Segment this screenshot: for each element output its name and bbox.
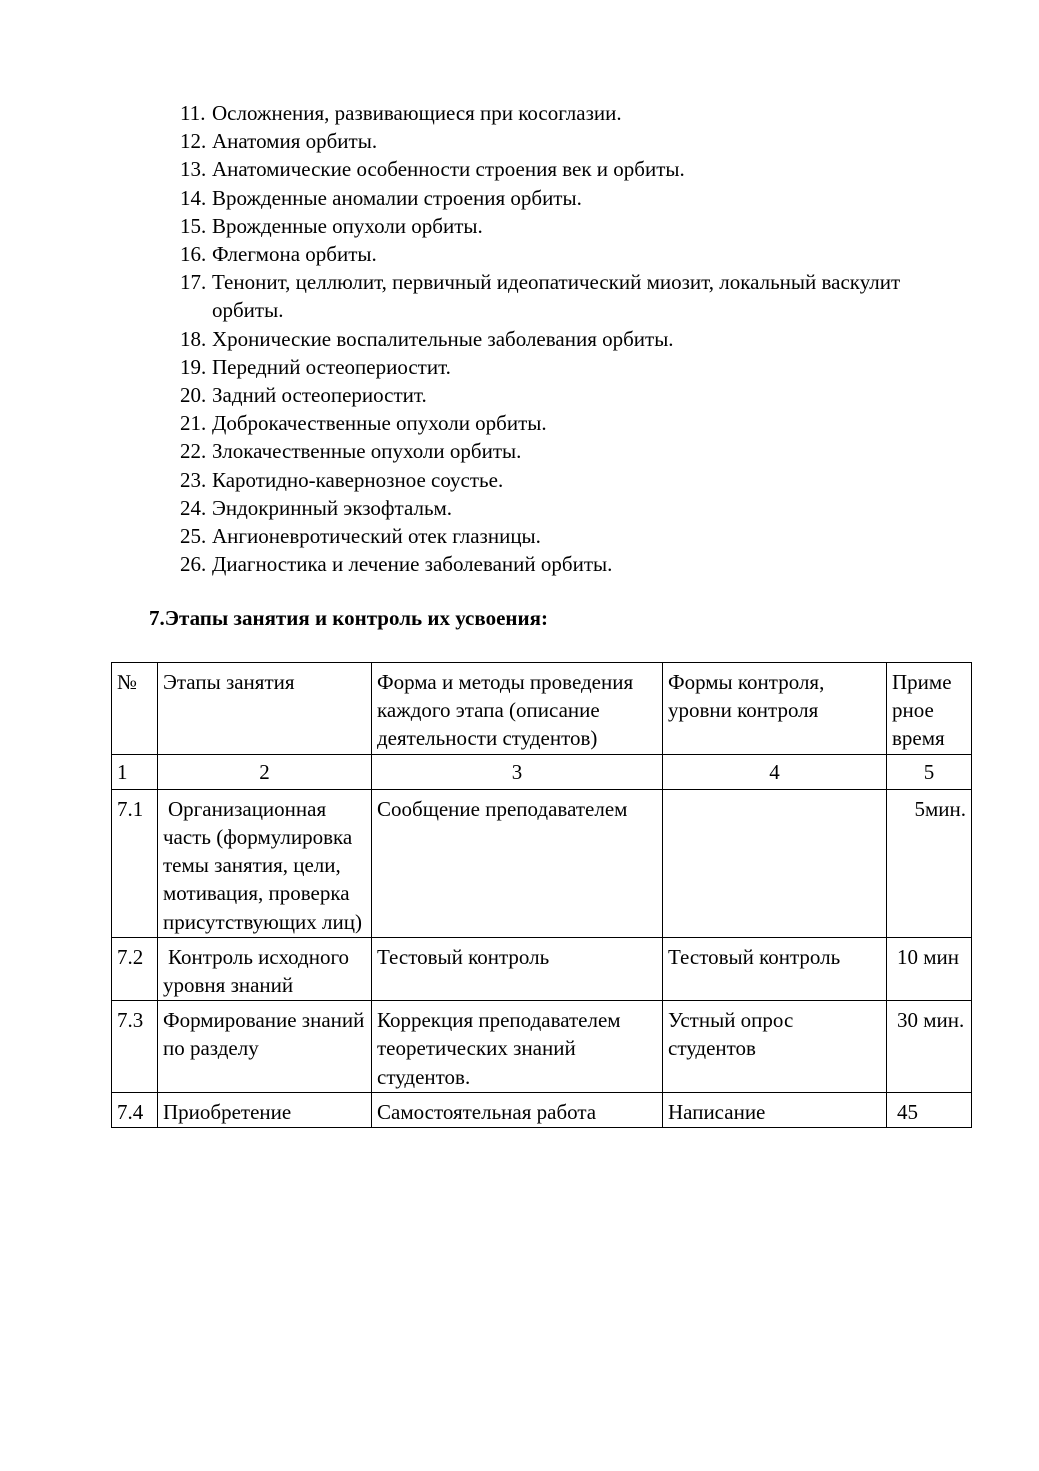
row-number: 7.2 <box>112 937 158 1000</box>
list-item <box>180 550 960 578</box>
list-item <box>180 466 960 494</box>
index-cell: 2 <box>158 754 372 789</box>
header-stage: Этапы занятия <box>158 663 372 755</box>
list-item-number: 23. <box>180 467 207 492</box>
list-item-text: Анатомические особенности строения век и орбиты. <box>212 157 685 182</box>
list-item-number: 25. <box>180 524 207 549</box>
index-cell: 5 <box>887 754 972 789</box>
list-item <box>180 155 960 183</box>
list-item-text: Злокачественные опухоли орбиты. <box>212 439 522 464</box>
row-number: 7.3 <box>112 1001 158 1093</box>
row-stage: Формирование знаний по разделу <box>158 1001 372 1093</box>
list-item-number: 20. <box>180 383 207 408</box>
list-item-number: 15. <box>180 213 207 238</box>
list-item-text: Диагностика и лечение заболеваний орбиты. <box>212 552 613 577</box>
row-method: Коррекция преподавателем теоретических знаний студентов. <box>372 1001 663 1093</box>
list-item <box>180 127 960 155</box>
list-item-text: Хронические воспалительные заболевания орбиты. <box>212 326 674 351</box>
list-item <box>180 212 960 240</box>
list-item-text: Врожденные аномалии строения орбиты. <box>212 185 582 210</box>
list-item-text: Передний остеопериостит. <box>212 354 451 379</box>
row-control: Тестовый контроль <box>663 937 887 1000</box>
row-time: 5мин. <box>887 789 972 937</box>
list-item-text: Доброкачественные опухоли орбиты. <box>212 411 547 436</box>
list-item <box>180 409 960 437</box>
list-item-text: Каротидно-кавернозное соустье. <box>212 467 504 492</box>
table-header-row <box>112 663 972 755</box>
list-item <box>180 325 960 353</box>
row-method: Тестовый контроль <box>372 937 663 1000</box>
stages-table <box>111 662 972 1128</box>
header-method: Форма и методы проведения каждого этапа (описание деятельности студентов) <box>372 663 663 755</box>
list-item-text: Тенонит, целлюлит, первичный идеопатический миозит, локальный васкулит орбиты. <box>212 270 901 323</box>
section-heading: 7.Этапы занятия и контроль их усвоения: <box>149 606 548 630</box>
table-row <box>112 789 972 937</box>
list-item-number: 16. <box>180 242 207 267</box>
list-item <box>180 268 960 324</box>
list-item <box>180 99 960 127</box>
list-item-number: 19. <box>180 354 207 379</box>
list-item <box>180 184 960 212</box>
header-number: № <box>112 663 158 755</box>
topic-list <box>180 99 960 578</box>
row-stage <box>158 937 372 1000</box>
row-stage-text: Контроль исходного уровня знаний <box>163 944 350 998</box>
list-item-text: Задний остеопериостит. <box>212 383 427 408</box>
table-row <box>112 1092 972 1127</box>
list-item-text: Врожденные опухоли орбиты. <box>212 213 483 238</box>
list-item-number: 13. <box>180 157 207 182</box>
list-item <box>180 437 960 465</box>
list-item-number: 14. <box>180 185 207 210</box>
table-row <box>112 937 972 1000</box>
row-number: 7.1 <box>112 789 158 937</box>
list-item <box>180 494 960 522</box>
list-item-number: 21. <box>180 411 207 436</box>
row-time-text: 10 мин <box>897 944 960 969</box>
header-control: Формы контроля, уровни контроля <box>663 663 887 755</box>
table-index-row <box>112 754 972 789</box>
list-item-number: 12. <box>180 129 207 154</box>
list-item-number: 26. <box>180 552 207 577</box>
row-control: Устный опрос студентов <box>663 1001 887 1093</box>
row-time-text: 30 мин. <box>897 1008 965 1033</box>
row-time <box>887 1001 972 1093</box>
list-item-text: Флегмона орбиты. <box>212 242 377 267</box>
row-control: Написание <box>663 1092 887 1127</box>
list-item-text: Эндокринный экзофтальм. <box>212 495 453 520</box>
row-method: Самостоятельная работа <box>372 1092 663 1127</box>
list-item-text: Ангионевротический отек глазницы. <box>212 524 541 549</box>
row-time-text: 45 <box>897 1099 918 1124</box>
row-number: 7.4 <box>112 1092 158 1127</box>
row-stage-text: Организационная часть (формулировка темы занятия, цели, мотивация, проверка присутствующих лиц) <box>163 796 362 934</box>
index-cell: 4 <box>663 754 887 789</box>
list-item <box>180 240 960 268</box>
list-item-number: 11. <box>180 101 206 125</box>
list-item-text: Анатомия орбиты. <box>212 129 378 154</box>
table-row <box>112 1001 972 1093</box>
row-stage <box>158 789 372 937</box>
row-time <box>887 1092 972 1127</box>
list-item-text: Осложнения, развивающиеся при косоглазии. <box>212 101 622 125</box>
row-stage: Приобретение <box>158 1092 372 1127</box>
list-item <box>180 522 960 550</box>
list-item-number: 17. <box>180 270 207 295</box>
list-item <box>180 353 960 381</box>
list-item-number: 22. <box>180 439 207 464</box>
header-time: Приме рное время <box>887 663 972 755</box>
list-item-number: 24. <box>180 495 207 520</box>
row-time <box>887 937 972 1000</box>
index-cell: 3 <box>372 754 663 789</box>
index-cell: 1 <box>112 754 158 789</box>
row-control <box>663 789 887 937</box>
row-method: Сообщение преподавателем <box>372 789 663 937</box>
list-item-number: 18. <box>180 326 207 351</box>
list-item <box>180 381 960 409</box>
